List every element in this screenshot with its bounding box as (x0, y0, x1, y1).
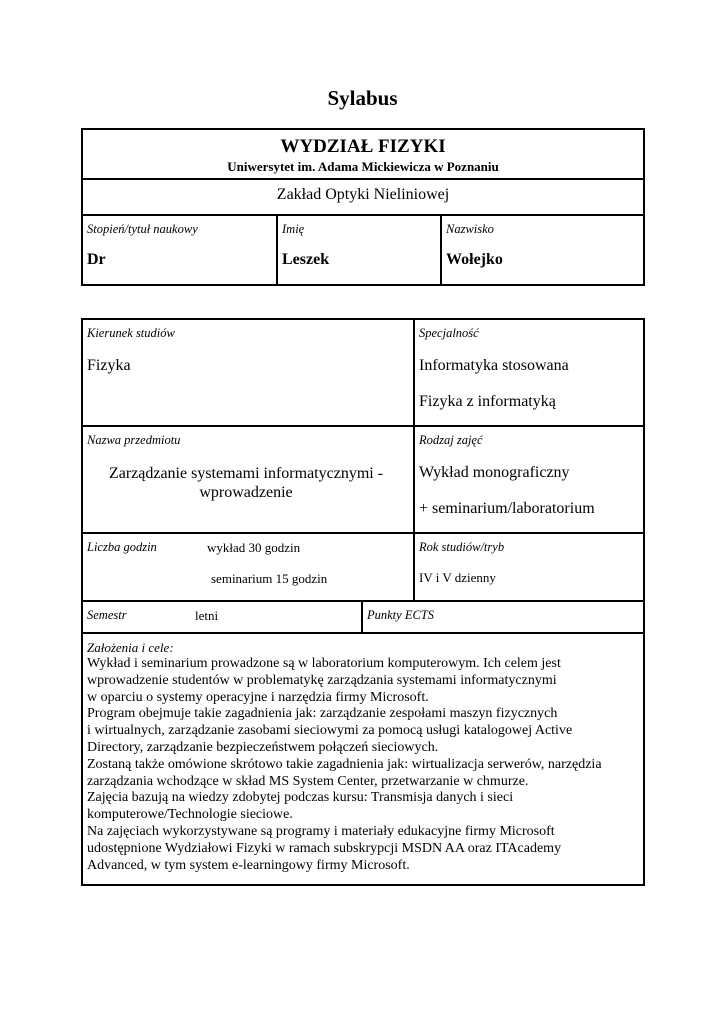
degree-label: Stopień/tytuł naukowy (87, 222, 198, 236)
lecture-hours: wykład 30 godzin (207, 540, 301, 555)
year-value: IV i V dzienny (419, 570, 496, 585)
goals-line: Zajęcia bazują na wiedzy zdobytej podczas kursu: Transmisja danych i sieci (87, 790, 514, 806)
hours-label: Liczba godzin (87, 540, 157, 554)
goals-line: w oparciu o systemy operacyjne i narzędzia firmy Microsoft. (87, 689, 429, 705)
goals-line: komputerowe/Technologie sieciowe. (87, 807, 293, 823)
course-table (81, 318, 645, 886)
specialty-item: Informatyka stosowana (419, 357, 569, 374)
faculty-name: WYDZIAŁ FIZYKI (280, 136, 446, 157)
last-name-label: Nazwisko (446, 222, 494, 236)
goals-line: Directory, zarządzanie bezpieczeństwem połączeń sieciowych. (87, 739, 439, 755)
last-name-cell (441, 215, 644, 285)
seminar-hours: seminarium 15 godzin (211, 571, 328, 586)
degree-cell (82, 215, 277, 285)
goals-line: Program obejmuje takie zagadnienia jak: zarządzanie zespołami maszyn fizycznych (87, 706, 558, 722)
class-type-cell (414, 426, 644, 533)
ects-cell (362, 601, 644, 633)
goals-line: udostępnione Wydziałowi Fizyki w ramach subskrypcji MSDN AA oraz ITAcademy (87, 840, 562, 856)
specialty-cell (414, 319, 644, 426)
subject-cell (82, 426, 414, 533)
semester-cell (82, 601, 362, 633)
goals-line: Wykład i seminarium prowadzone są w laboratorium komputerowym. Ich celem jest (87, 656, 561, 671)
document-title: Sylabus (327, 86, 398, 110)
subject-label: Nazwa przedmiotu (87, 433, 181, 447)
hours-cell (82, 533, 414, 601)
specialty-item: Fizyka z informatyką (419, 393, 556, 410)
goals-line: i wirtualnych, zarządzanie zasobami sieciowymi za pomocą usługi katalogowej Active (87, 723, 573, 739)
department-name: Zakład Optyki Nieliniowej (276, 186, 450, 203)
degree-value: Dr (87, 251, 106, 268)
class-type-item: Wykład monograficzny (419, 464, 570, 481)
goals-line: Zostaną także omówione skrótowo takie zagadnienia jak: wirtualizacja serwerów, narzędzia (87, 756, 602, 772)
field-cell (82, 319, 414, 426)
class-type-label: Rodzaj zajęć (419, 433, 483, 447)
ects-label: Punkty ECTS (367, 608, 435, 622)
year-cell (414, 533, 644, 601)
goals-line: Na zajęciach wykorzystywane są programy i materiały edukacyjne firmy Microsoft (87, 823, 555, 839)
field-value: Fizyka (87, 357, 131, 374)
goals-line: zarządzania wchodzące w skład MS System Center, przetwarzanie w chmurze. (87, 773, 529, 789)
header-table (81, 128, 645, 286)
subject-name: Zarządzanie systemami informatycznymi - wprowadzenie (108, 465, 384, 501)
goals-label: Założenia i cele: (87, 640, 174, 655)
field-label: Kierunek studiów (87, 326, 175, 340)
faculty-cell (82, 129, 644, 179)
last-name-value: Wołejko (446, 251, 503, 268)
semester-value: letni (195, 608, 219, 623)
university-name: Uniwersytet im. Adama Mickiewicza w Poznaniu (227, 159, 499, 174)
goals-line: Advanced, w tym system e-learningowy firmy Microsoft. (87, 857, 410, 873)
goals-cell (82, 633, 644, 885)
goals-line: wprowadzenie studentów w problematykę zarządzania systemami informatycznymi (87, 672, 557, 688)
first-name-value: Leszek (282, 251, 330, 268)
first-name-label: Imię (282, 222, 305, 236)
year-label: Rok studiów/tryb (419, 540, 505, 554)
department-cell (82, 179, 644, 215)
first-name-cell (277, 215, 441, 285)
class-type-item: + seminarium/laboratorium (419, 500, 595, 517)
semester-label: Semestr (87, 608, 127, 622)
specialty-label: Specjalność (419, 326, 479, 340)
